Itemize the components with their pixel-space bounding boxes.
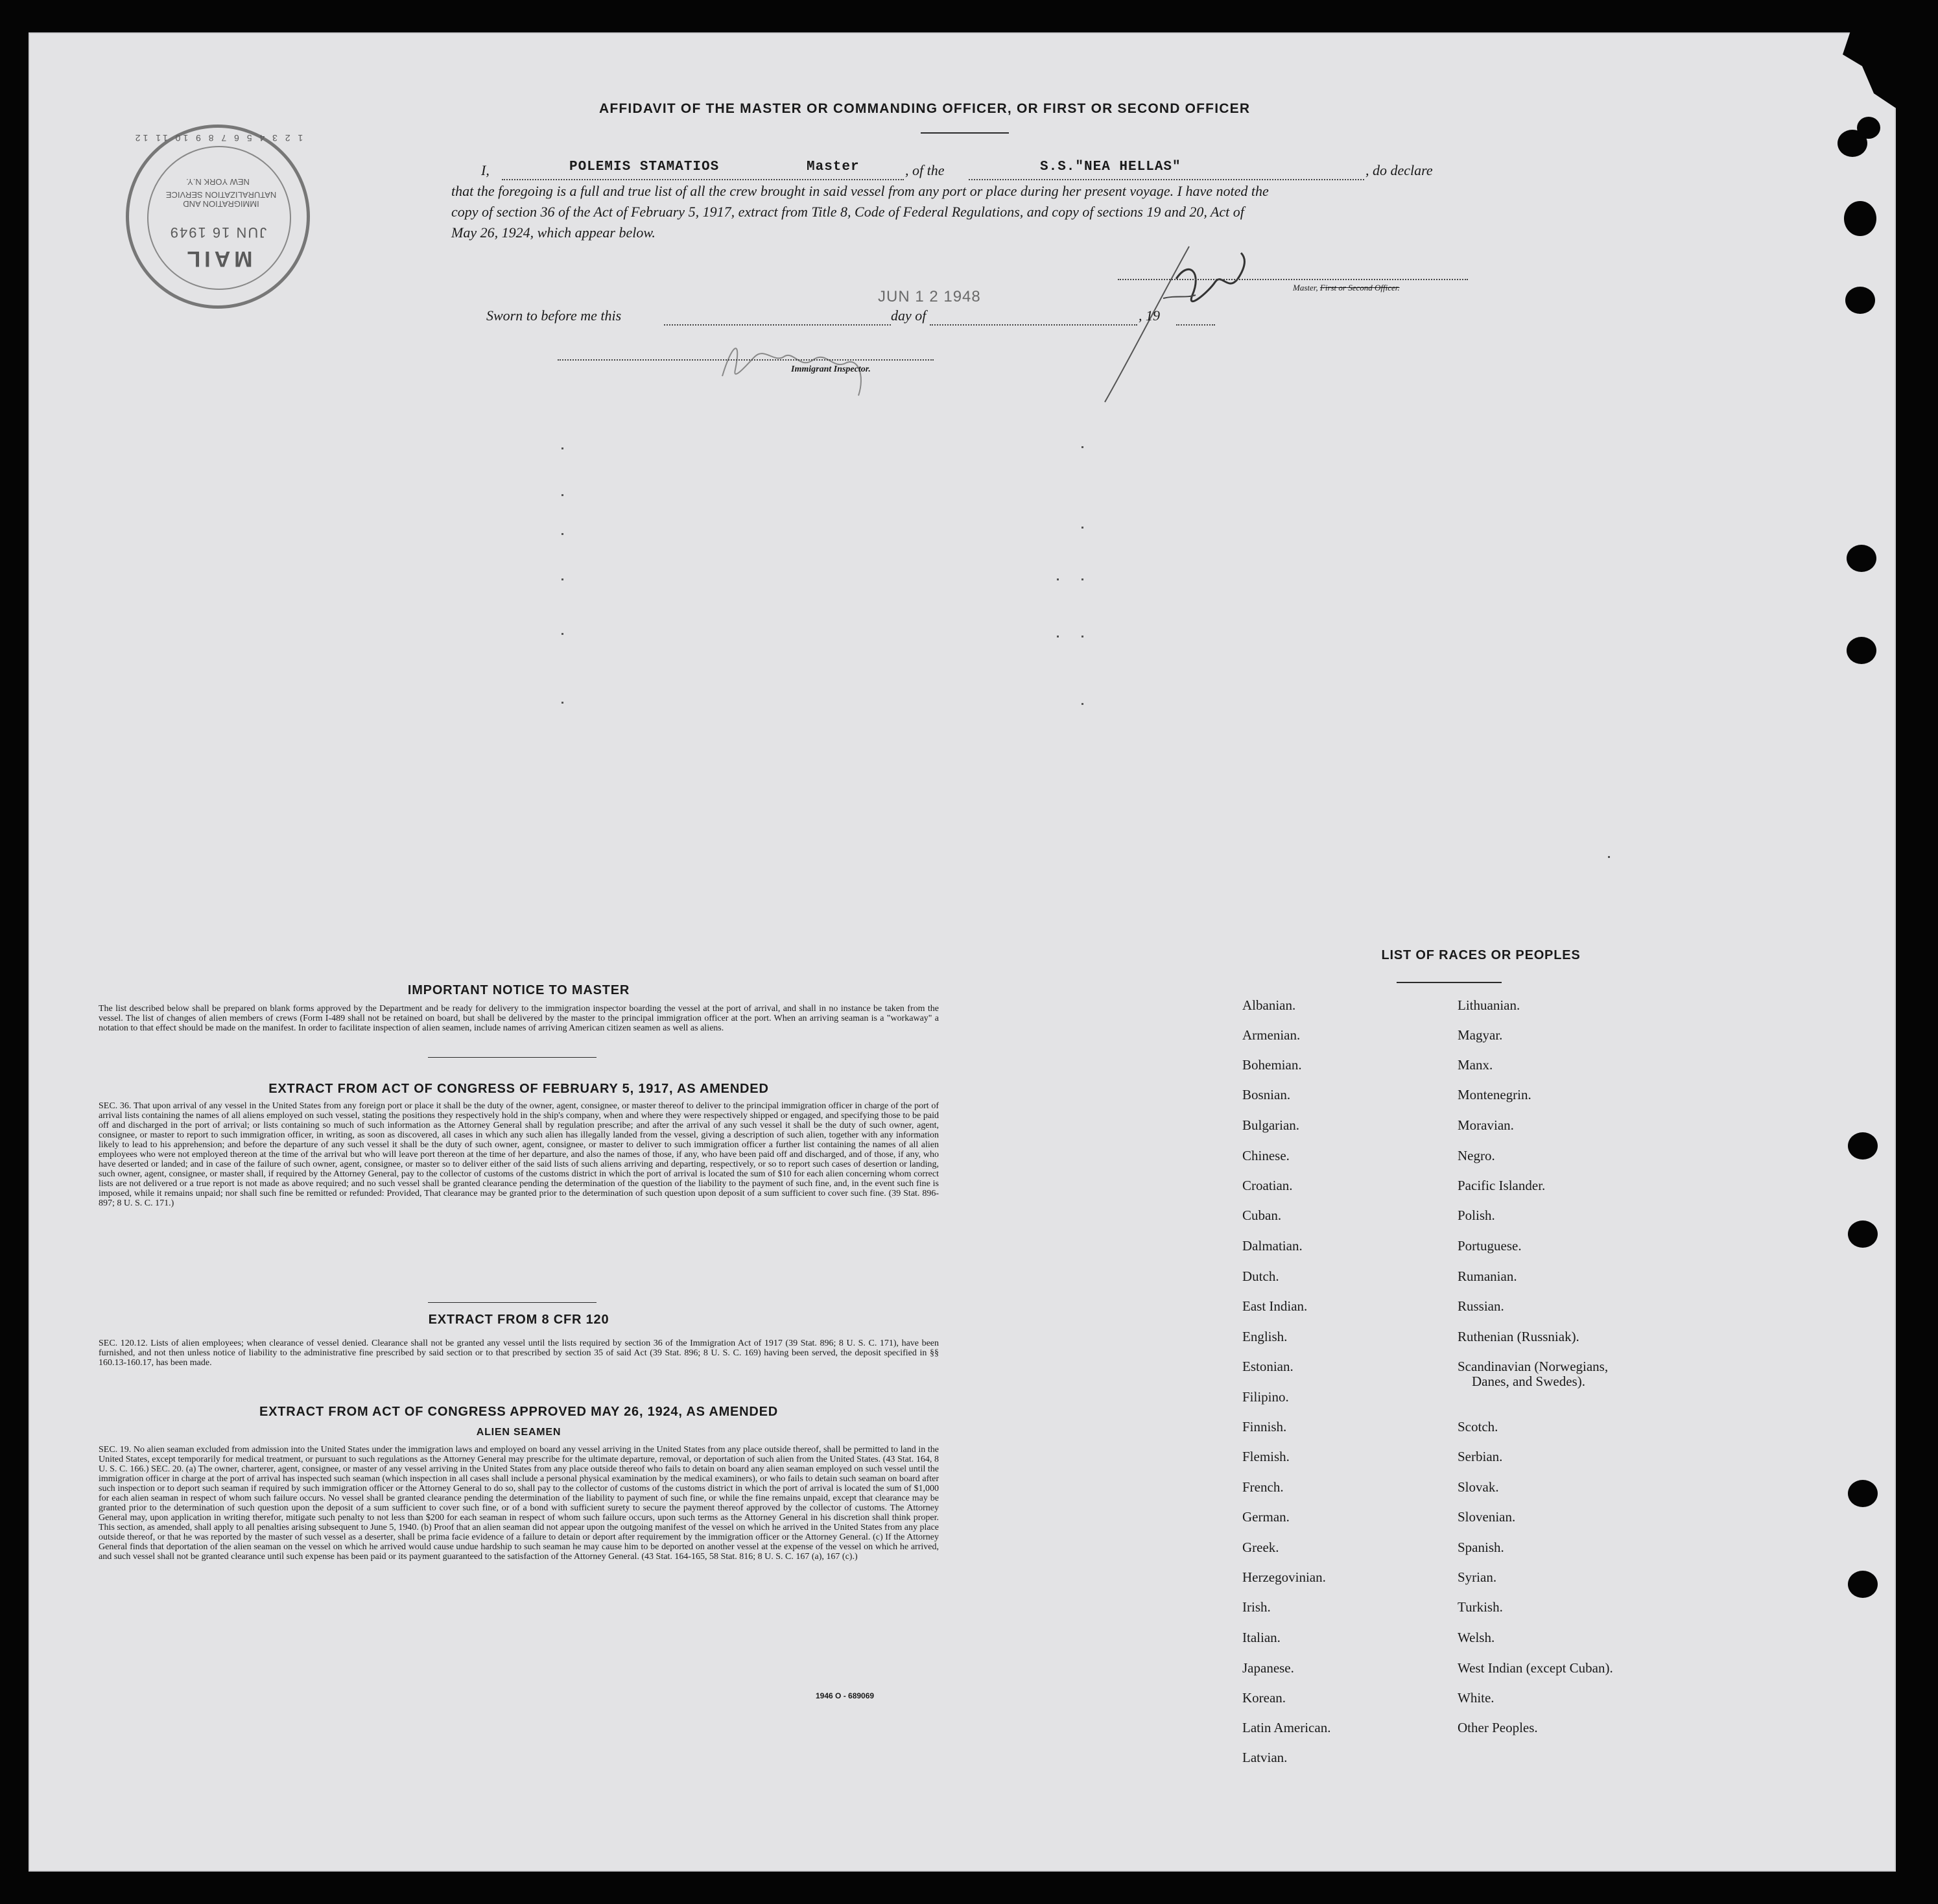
signer-caption-struck: First or Second Officer. [1319,283,1400,292]
race-right: Portuguese. [1458,1238,1522,1254]
extract3-heading: EXTRACT FROM ACT OF CONGRESS APPROVED MAY 26, 1924, AS AMENDED [259,1405,779,1419]
race-right: Welsh. [1458,1630,1495,1645]
sworn-year-line [1176,324,1215,326]
tick-mark [1057,636,1059,637]
extract1-divider [428,1302,597,1303]
master-name: POLEMIS STAMATIOS [569,160,720,174]
year-label: , 19 [1139,307,1160,324]
race-right: Scotch. [1458,1419,1498,1434]
title-underline [921,132,1009,134]
race-left: Latin American. [1242,1720,1331,1735]
race-right: Polish. [1458,1208,1495,1223]
i-label: I, [481,162,490,178]
race-right: Negro. [1458,1148,1495,1163]
race-left: Finnish. [1242,1419,1287,1434]
race-left: East Indian. [1242,1298,1308,1314]
extract3-subheading: ALIEN SEAMEN [476,1427,561,1438]
inspector-line [558,359,934,361]
race-left: Italian. [1242,1630,1281,1645]
tick-mark [1057,578,1059,580]
tick-mark [1081,527,1083,529]
sworn-label: Sworn to before me this [486,307,622,324]
race-left: Dutch. [1242,1268,1279,1284]
race-left: Bohemian. [1242,1057,1302,1073]
race-left: English. [1242,1329,1288,1344]
race-left: Japanese. [1242,1660,1294,1676]
punch-hole [1844,201,1876,236]
race-left: Bosnian. [1242,1087,1291,1102]
notice-text: The list described below shall be prepared on blank forms approved by the Department and be ready for delivery to the immigration inspector boarding the vessel at the port of arrival, and shall in no instance be taken from the vessel. The list of changes of alien members of crews (Form I-489 shall not be retained on board, but shall be delivered by the master to the principal immigration officer at the port. When an arriving seaman is a "workaway" a notation to that effect should be made on the manifest. In order to facilitate inspection of alien seamen, include names of arriving American citizen seamen as well as aliens. [99,1004,939,1033]
race-left: German. [1242,1509,1290,1525]
do-declare-label: , do declare [1365,162,1433,178]
race-left: Irish. [1242,1599,1271,1615]
tick-mark [561,447,563,449]
signer-caption [1293,283,1400,293]
punch-hole [1848,1220,1878,1248]
day-of-label: day of [891,307,927,324]
race-right: Spanish. [1458,1540,1504,1555]
vessel-line [969,179,1364,180]
vessel-name: S.S."NEA HELLAS" [1040,160,1181,174]
race-left: Dalmatian. [1242,1238,1303,1254]
race-right: Pacific Islander. [1458,1178,1546,1193]
punch-hole [1848,1480,1878,1507]
race-left: Latvian. [1242,1750,1288,1765]
of-the-label: , of the [905,162,945,178]
tick-mark [561,702,563,704]
race-right: Other Peoples. [1458,1720,1538,1735]
name-line [502,179,904,180]
declaration-line-1: that the foregoing is a full and true list of all the crew brought in said vessel from any port or place during her present voyage. I have noted the [451,183,1269,199]
extract2-text: SEC. 120.12. Lists of alien employees; when clearance of vessel denied. Clearance shall not be granted any vessel until the lists required by section 36 of the Immigration Act of 1917 (39 Stat. 896; 8 U. S. C. 171), have been furnished, and not then unless notice of liability to the administrative fine prescribed by said section or to that prescribed by section 35 of said Act (39 Stat. 896; 8 U. S. C. 169) having been served, the deposit specified in §§ 160.13-160.17, has been made. [99,1339,939,1368]
punch-hole [1847,637,1876,664]
race-left: Korean. [1242,1690,1286,1706]
tick-mark [561,494,563,496]
race-right: Rumanian. [1458,1268,1517,1284]
race-right: Slovenian. [1458,1509,1516,1525]
race-right: Russian. [1458,1298,1504,1314]
race-right: Serbian. [1458,1449,1503,1464]
race-right: Slovak. [1458,1479,1499,1495]
race-left: Armenian. [1242,1027,1301,1043]
race-left: French. [1242,1479,1284,1495]
notice-divider [428,1057,597,1058]
punch-hole [1848,1571,1878,1598]
race-right: Syrian. [1458,1569,1497,1585]
seal-city: NEW YORK N.Y. [186,177,250,187]
tick-mark [1081,636,1083,637]
race-right: West Indian (except Cuban). [1458,1660,1613,1676]
race-left: Greek. [1242,1540,1279,1555]
race-right: Manx. [1458,1057,1493,1073]
tick-mark [1081,703,1083,705]
race-right: Scandinavian (Norwegians, [1458,1359,1609,1374]
races-heading: LIST OF RACES OR PEOPLES [1381,948,1581,962]
date-stamp: JUN 1 2 1948 [878,288,981,305]
punch-hole [1857,117,1880,139]
document-sheet [29,32,1896,1872]
race-right: Moravian. [1458,1117,1514,1133]
extract1-heading: EXTRACT FROM ACT OF CONGRESS OF FEBRUARY 5, 1917, AS AMENDED [268,1082,769,1096]
race-left: Flemish. [1242,1449,1290,1464]
race-right: Montenegrin. [1458,1087,1531,1102]
signature-line [1118,279,1468,280]
race-right: Danes, and Swedes). [1472,1374,1585,1389]
race-left: Filipino. [1242,1389,1289,1405]
tick-mark [1081,578,1083,580]
race-left: Herzegovinian. [1242,1569,1326,1585]
punch-hole [1848,1132,1878,1160]
tick-mark [1081,446,1083,448]
seal-date: JUN 16 1949 [169,224,267,241]
tick-mark [561,533,563,535]
sworn-month-line [930,324,1137,326]
extract3-text: SEC. 19. No alien seaman excluded from admission into the United States under the immigration laws and employed on board any vessel arriving in the United States from any place outside thereof, shall be permitted to land in the United States, except temporarily for medical treatment, or pursuant to such regulations as the Attorney General may prescribe for the ultimate departure, removal, or deportation of such alien from the United States. (43 Stat. 164, 8 U. S. C. 166.) SEC. 20. (a) The owner, charterer, agent, consignee, or master of any vessel arriving in the United States from any place outside thereof who fails to detain on board any alien seaman employed on such vessel until the immigration officer in charge at the port of arrival has inspected such seaman (which inspection in all cases shall include a personal physical examination by the medical examiners), or who fails to detain such seaman on board after such inspection or to deport such seaman if required by such immigration officer or the Attorney General to do so, shall pay to the collector of customs of the customs district in which the port of arrival is located the sum of $1,000 for each alien seaman in respect of whom such failure occurs. No vessel shall be granted clearance pending the determination of the liability to payment of such fine, or while the fine remains unpaid, except that clearance may be granted prior to the determination of such question upon the deposit of a sum sufficient to cover such fine, or of a bond with sufficient surety to secure the payment thereof approved by the collector of customs. The Attorney General may, upon application in writing therefor, mitigate such penalty to not less than $200 for each seaman in respect of whom such failure occurs, upon such terms as the Attorney General in his discretion shall think proper. This section, as amended, shall apply to all penalties arising subsequent to June 5, 1940. (b) Proof that an alien seaman did not appear upon the outgoing manifest of the vessel on which he arrived in the United States from any place outside thereof, or that he was reported by the master of such vessel as a deserter, shall be prima facie evidence of a failure to detain or deport after requirement by the immigration officer or the Attorney General. (c) If the Attorney General finds that deportation of the alien seaman on the vessel on which he arrived would cause undue hardship to such seaman he may cause him to be deported on another vessel at the expense of the vessel on which he arrived, and such vessel shall not be granted clearance until such expense has been paid or its payment guaranteed to the satisfaction of the Attorney General. (43 Stat. 164-165, 58 Stat. 816; 8 U. S. C. 167 (a), 167 (c).) [99,1445,939,1562]
race-right: Ruthenian (Russniak). [1458,1329,1579,1344]
race-right: White. [1458,1690,1495,1706]
extract1-text: SEC. 36. That upon arrival of any vessel in the United States from any foreign port or place it shall be the duty of the owner, agent, consignee, or master thereof to deliver to the principal immigration officer in charge of the port of arrival lists containing the names of all aliens employed on such vessel, stating the positions they respectively hold in the ship's company, when and where they were respectively shipped or engaged, and specifying those to be paid off and discharged in the port of arrival; or lists containing so much of such information as the Attorney General shall by regulation prescribe; and after the arrival of any such vessel it shall be the duty of such owner, agent, consignee, or master to report to such immigration officer, in writing, as soon as discovered, all cases in which any such alien has illegally landed from the vessel, giving a description of such alien, together with any information likely to lead to his apprehension; and before the departure of any such vessel it shall be the duty of such owner, agent, consignee, or master to deliver to such immigration officer a further list containing the names of all alien employees who were not employed thereon at the time of the arrival but who will leave port thereon at the time of her departure, and also the names of those, if any, who have been paid off and discharged, and of those, if any, who have deserted or landed; and in case of the failure of such owner, agent, consignee, or master so to deliver either of the said lists of such aliens arriving and departing, respectively, or so to report such cases of desertion or landing, such owner, agent, consignee, or master shall, if required by the Attorney General, pay to the collector of customs of the customs district in which the port of arrival is located the sum of $10 for each alien concerning whom correct lists are not delivered or a true report is not made as above required; and no such vessel shall be granted clearance pending the determination of the question of the liability to the payment of such fine, and, in the event such fine is imposed, while it remains unpaid; nor shall such fine be remitted or refunded: Provided, That clearance may be granted prior to the determination of such question upon deposit of a sum sufficient to cover such fine. (39 Stat. 896-897; 8 U. S. C. 171.) [99,1101,939,1208]
race-left: Cuban. [1242,1208,1282,1223]
race-left: Croatian. [1242,1178,1293,1193]
race-left: Estonian. [1242,1359,1294,1374]
tick-mark [1608,856,1610,858]
seal-agency: IMMIGRATION AND NATURALIZATION SERVICE [165,190,277,209]
affidavit-title: AFFIDAVIT OF THE MASTER OR COMMANDING OFFICER, OR FIRST OR SECOND OFFICER [599,101,1251,116]
punch-hole [1845,287,1875,314]
torn-corner [1819,31,1897,109]
seal-ring-numbers: 1 2 3 4 5 6 7 8 9 10 11 12 [132,133,303,143]
inspector-caption: Immigrant Inspector. [791,364,871,374]
print-code: 1946 O - 689069 [816,1691,875,1700]
notice-heading: IMPORTANT NOTICE TO MASTER [407,983,630,997]
races-underline [1397,982,1502,983]
master-rank: Master [807,160,860,174]
declaration-line-2: copy of section 36 of the Act of February 5, 1917, extract from Title 8, Code of Federal Regulations, and copy of sections 19 and 20, Act of [451,204,1244,220]
race-right: Turkish. [1458,1599,1503,1615]
signer-caption-master: Master, [1293,283,1318,292]
received-seal-stamp [126,125,310,309]
tick-mark [561,633,563,635]
seal-mail: MAIL [183,246,253,271]
tick-mark [561,578,563,580]
race-left: Bulgarian. [1242,1117,1300,1133]
extract2-heading: EXTRACT FROM 8 CFR 120 [428,1313,609,1327]
punch-hole [1847,545,1876,572]
race-left: Chinese. [1242,1148,1290,1163]
race-right: Lithuanian. [1458,997,1520,1013]
race-left: Albanian. [1242,997,1296,1013]
race-right: Magyar. [1458,1027,1503,1043]
declaration-line-3: May 26, 1924, which appear below. [451,224,656,241]
